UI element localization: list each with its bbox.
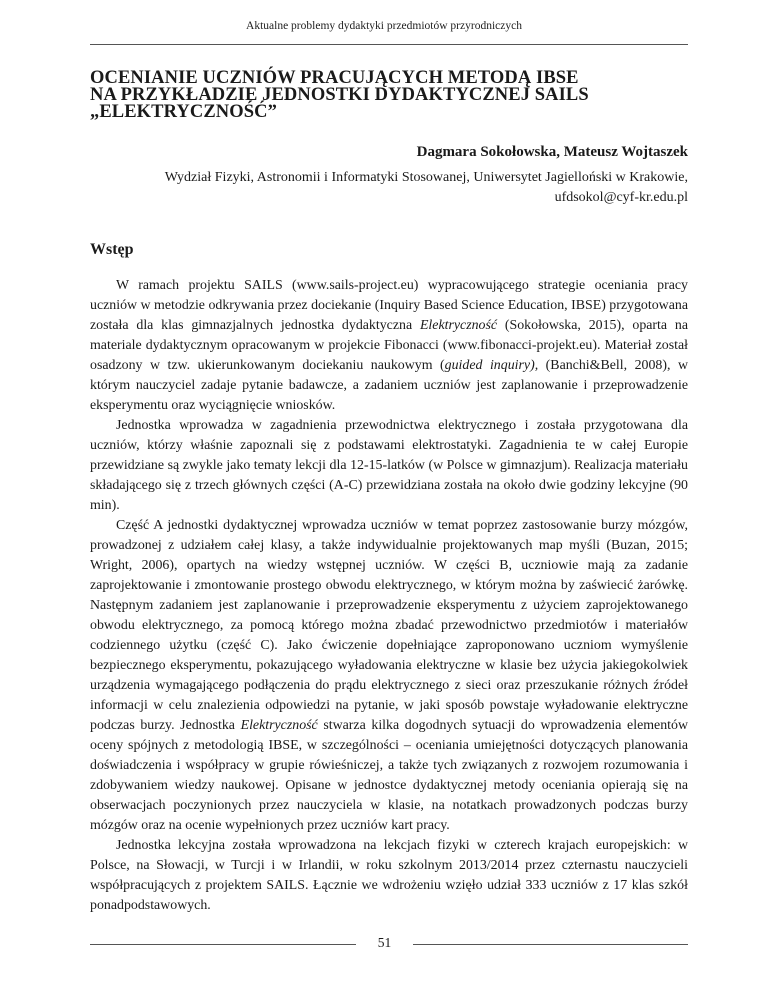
- title-line: NA PRZYKŁADZIE JEDNOSTKI DYDAKTYCZNEJ SAILS: [90, 85, 589, 105]
- header-rule: [90, 44, 688, 45]
- footer-rule: [413, 944, 688, 945]
- title-line: „ELEKTRYCZNOŚĆ”: [90, 102, 277, 122]
- affiliation-email: ufdsokol@cyf-kr.edu.pl: [554, 190, 688, 205]
- emphasis: Elektryczność: [419, 318, 498, 333]
- paragraph-text: Część A jednostki dydaktycznej wprowadza uczniów w temat poprzez zastosowanie burzy mózgów, prowadzonej z udziałem całej klasy, a także indywidualnie projektowanych map myśli (Buzan, 2015; Wright, 2006), opartych na wiedzy wstępnej uczniów. W części B, uczniowie mają za zadanie zaprojektowanie i zmontowanie prostego obwodu elektrycznego, w którym można by zaświecić żarówkę. Następnym zadaniem jest zaplanowanie i przeprowadzenie eksperymentu z użyciem zaprojektowanego obwodu elektrycznego, za pomocą którego można zbadać przewodnictwo przedmiotów i materiałów codziennego użytku (część C). Jako ćwiczenie dopełniające zaproponowano uczniom wymyślenie bezpiecznego eksperymentu, pokazującego wyładowania elektryczne w klasie bez użycia jakiegokolwiek urządzenia wymagającego podłączenia do prądu elektrycznego z sieci oraz przeszukanie różnych źródeł informacji w celu znalezienia odpowiedzi na pytanie, w jaki sposób powstaje wyładowanie elektryczne podczas burzy. Jednostka: [90, 518, 688, 733]
- article-title: [90, 70, 688, 121]
- affiliation-institution: Wydział Fizyki, Astronomii i Informatyki Stosowanej, Uniwersytet Jagielloński w Krakowie,: [164, 170, 688, 185]
- running-header: Aktualne problemy dydaktyki przedmiotów przyrodniczych: [246, 20, 522, 32]
- affiliation: [90, 168, 688, 208]
- title-line: OCENIANIE UCZNIÓW PRACUJĄCYCH METODĄ IBSE: [90, 68, 579, 88]
- authors: Dagmara Sokołowska, Mateusz Wojtaszek: [416, 144, 688, 160]
- page-number: 51: [377, 935, 392, 950]
- paragraph-text: Jednostka wprowadza w zagadnienia przewodnictwa elektrycznego i została przygotowana dla uczniów, którzy właśnie zapoznali się z podstawami elektrostatyki. Zagadnienia te w całej Europie przewidziane są zwykle jako tematy lekcji dla 12-15-latków (w Polsce w gimnazjum). Realizacja materiału składającego się z trzech głównych części (A-C) przewidziana została na około dwie godziny lekcyjne (90 min).: [90, 418, 688, 513]
- emphasis: Elektryczność: [240, 718, 318, 733]
- paragraph: [90, 516, 688, 836]
- paragraph-text: (Sokołowska, 2015), oparta na materiale dydaktycznym opracowanym w projekcie Fibonacci (www.fibonacci-projekt.eu). Materiał został osadzony w tzw. ukierunkowanym dociekaniu naukowym (: [90, 318, 688, 373]
- paragraph-text: W ramach projektu SAILS (www.sails-project.eu) wypracowującego strategie oceniania pracy uczniów w metodzie odkrywania przez dociekanie (Inquiry Based Science Education, IBSE) przygotowana została dla klas gimnazjalnych jednostka dydaktyczna: [90, 278, 688, 333]
- emphasis: guided inquiry),: [444, 358, 539, 373]
- paragraph-text: (Banchi&Bell, 2008), w którym nauczyciel zadaje pytanie badawcze, a zadaniem uczniów jest zaplanowanie i przeprowadzenie eksperymentu oraz wyciągnięcie wniosków.: [90, 358, 688, 413]
- paragraph: [90, 836, 688, 916]
- section-heading: Wstęp: [90, 241, 134, 258]
- paragraph: [90, 416, 688, 516]
- footer-rule: [90, 944, 356, 945]
- paragraph: [90, 276, 688, 416]
- paragraph-text: stwarza kilka dogodnych sytuacji do wprowadzenia elementów oceny spójnych z metodologią IBSE, w szczególności – oceniania umiejętności dotyczących planowania doświadczenia i współpracy w grupie rówieśniczej, a także tych związanych z rozwojem rozumowania i zdobywaniem wiedzy naukowej. Opisane w jednostce dydaktycznej metody oceniania opierają się na obserwacjach poczynionych przez nauczyciela w klasie, na notatkach prowadzonych podczas burzy mózgów oraz na ocenie wypełnionych przez uczniów kart pracy.: [90, 718, 688, 833]
- paragraph-text: Jednostka lekcyjna została wprowadzona na lekcjach fizyki w czterech krajach europejskich: w Polsce, na Słowacji, w Turcji i w Irlandii, w roku szkolnym 2013/2014 przez czternastu nauczycieli współpracujących z projektem SAILS. Łącznie we wdrożeniu wzięło udział 333 uczniów z 17 klas szkół ponadpodstawowych.: [90, 838, 688, 913]
- article-body: [90, 276, 688, 916]
